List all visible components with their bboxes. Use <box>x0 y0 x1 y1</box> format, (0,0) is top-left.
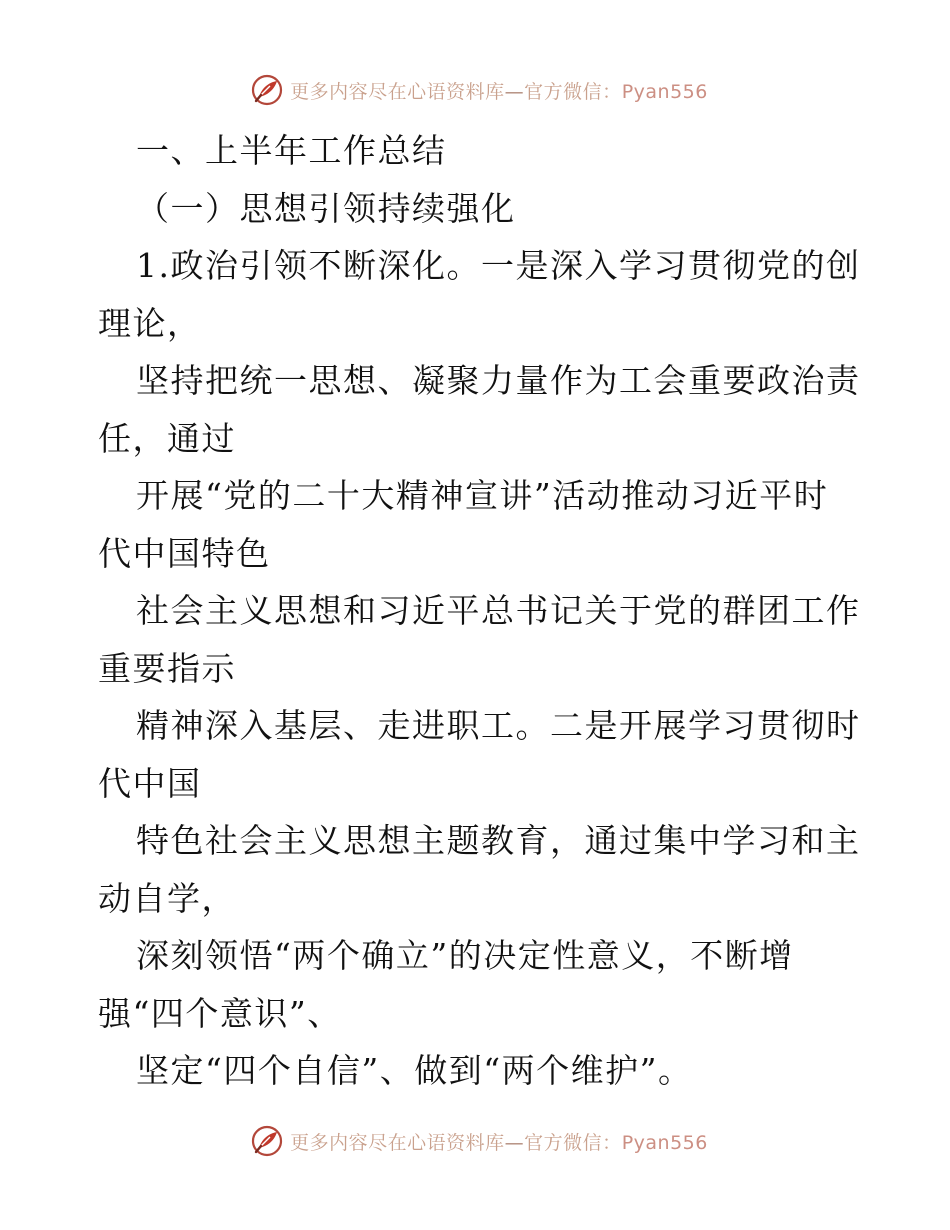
paragraph-line: 开展“党的二十大精神宣讲”活动推动习近平时 <box>136 476 829 515</box>
watermark-text <box>290 1128 708 1155</box>
watermark-site-text: 更多内容尽在心语资料库 <box>290 80 505 103</box>
paragraph-line-wrap: 任，通过 <box>98 418 236 458</box>
paragraph-line-wrap: 强“四个意识”、 <box>98 993 342 1033</box>
paragraph-line-wrap: 动自学， <box>98 878 236 918</box>
watermark-group <box>250 1124 708 1158</box>
header-watermark <box>0 70 950 110</box>
watermark-group <box>250 73 708 107</box>
paragraph-line-wrap: 代中国特色 <box>98 533 271 573</box>
subsection-heading: （一）思想引领持续强化 <box>136 188 516 228</box>
paragraph-line: 社会主义思想和习近平总书记关于党的群团工作 <box>136 591 861 630</box>
red-leaf-pen-logo-icon <box>250 73 284 107</box>
paragraph-line-wrap: 重要指示 <box>98 648 236 688</box>
watermark-wechat-label: 官方微信： <box>524 1131 622 1154</box>
paragraph-line: 特色社会主义思想主题教育，通过集中学习和主 <box>136 821 861 860</box>
watermark-site-text: 更多内容尽在心语资料库 <box>290 1131 505 1154</box>
paragraph-line: 深刻领悟“两个确立”的决定性意义，不断增 <box>136 936 794 975</box>
watermark-separator: — <box>504 1131 525 1154</box>
watermark-separator: — <box>504 80 525 103</box>
paragraph-line-wrap: 代中国 <box>98 763 202 803</box>
watermark-wechat-id: Pyan556 <box>621 80 708 103</box>
document-body <box>98 122 861 1100</box>
paragraph-line-wrap: 理论， <box>98 303 202 343</box>
paragraph-line: 坚持把统一思想、凝聚力量作为工会重要政治责 <box>136 361 861 400</box>
watermark-wechat-label: 官方微信： <box>524 80 622 103</box>
red-leaf-pen-logo-icon <box>250 1124 284 1158</box>
watermark-wechat-id: Pyan556 <box>621 1131 708 1154</box>
paragraph-line: 坚定“四个自信”、做到“两个维护”。 <box>136 1051 693 1090</box>
watermark-text <box>290 77 708 104</box>
section-heading: 一、上半年工作总结 <box>136 131 447 170</box>
footer-watermark <box>0 1121 950 1161</box>
paragraph-line: 精神深入基层、走进职工。二是开展学习贯彻时 <box>136 706 861 745</box>
paragraph-line: 1.政治引领不断深化。一是深入学习贯彻党的创 <box>136 246 861 285</box>
